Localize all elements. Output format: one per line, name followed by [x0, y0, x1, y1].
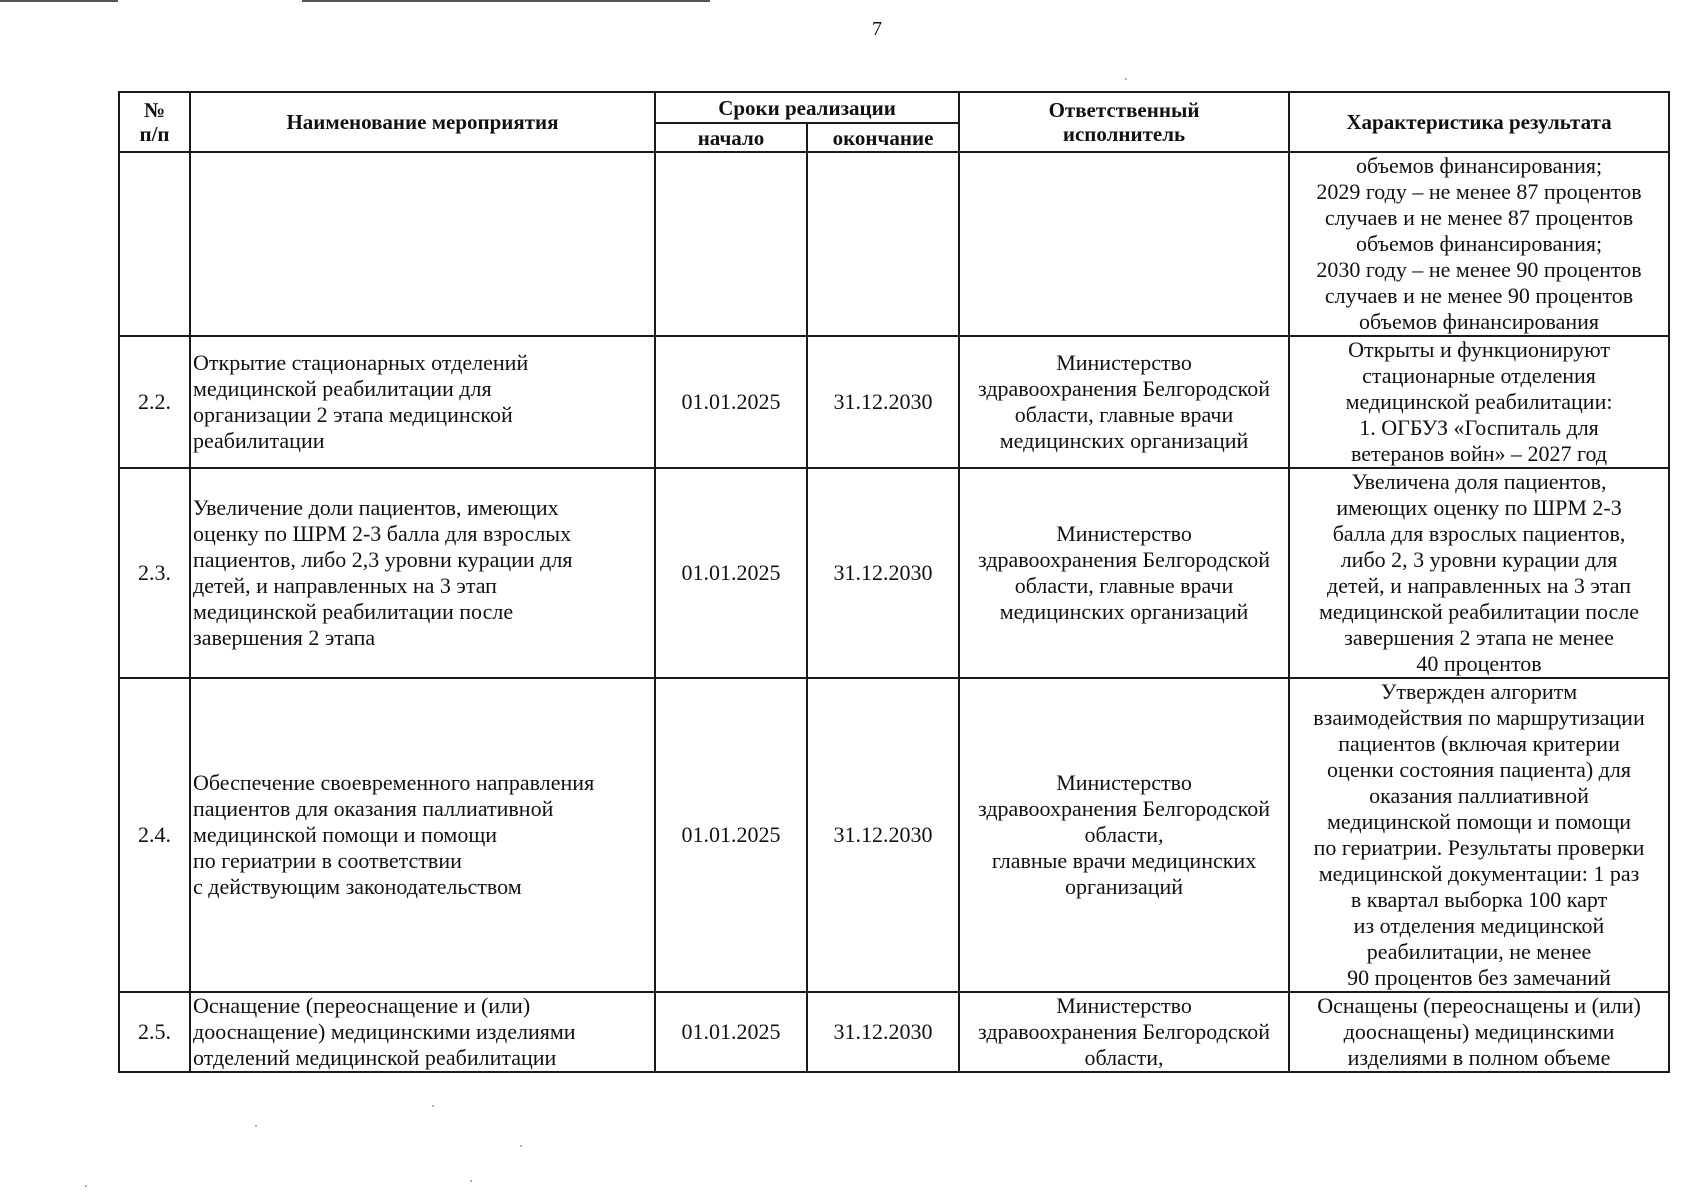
result-description	[1289, 992, 1669, 1072]
start-date: 01.01.2025	[655, 992, 807, 1072]
start-date	[655, 152, 807, 336]
activity-name-line: Обеспечение своевременного направления	[193, 770, 595, 795]
result-line: реабилитации, не менее	[1366, 939, 1592, 964]
result-line: Открыты и функционируют	[1348, 337, 1610, 362]
executor-line: области, главные врачи	[1014, 402, 1234, 427]
result-line: взаимодействия по маршрутизации	[1313, 705, 1645, 730]
activity-name-line: по гериатрии в соответствии	[193, 848, 462, 873]
result-line: детей, и направленных на 3 этап	[1327, 573, 1631, 598]
scan-speck	[1125, 78, 1127, 80]
header-activity-name: Наименование мероприятия	[190, 92, 655, 152]
scan-speck	[432, 1105, 434, 1107]
header-number: № п/п	[119, 92, 190, 152]
end-date: 31.12.2030	[807, 336, 959, 468]
executor-line: организаций	[1064, 874, 1184, 899]
result-line: объемов финансирования;	[1355, 153, 1603, 178]
result-line: Увеличена доля пациентов,	[1351, 469, 1607, 494]
activity-name-line: с действующим законодательством	[193, 874, 522, 899]
activity-name-line: Открытие стационарных отделений	[193, 350, 529, 375]
executor-line: области,	[1084, 822, 1164, 847]
result-line: пациентов (включая критерии	[1338, 731, 1620, 756]
result-line: в квартал выборка 100 карт	[1350, 887, 1608, 912]
end-date: 31.12.2030	[807, 468, 959, 678]
executor-line: здравоохранения Белгородской	[978, 376, 1270, 401]
executor-line: области,	[1084, 1045, 1164, 1070]
result-description	[1289, 468, 1669, 678]
executor-line: медицинских организаций	[999, 599, 1249, 624]
executor-line: Министерство	[1056, 350, 1192, 375]
result-line: Оснащены (переоснащены и (или)	[1317, 993, 1641, 1018]
executor-line: Министерство	[1056, 521, 1192, 546]
table-row	[119, 678, 1669, 992]
executor-line: медицинских организаций	[999, 428, 1249, 453]
header-terms: Сроки реализации	[655, 92, 959, 123]
executor	[959, 678, 1289, 992]
result-line: 1. ОГБУЗ «Госпиталь для	[1359, 415, 1599, 440]
executor-line: здравоохранения Белгородской	[978, 796, 1270, 821]
activity-name-line: медицинской реабилитации для	[193, 376, 492, 401]
scan-speck	[520, 1145, 522, 1147]
result-line: медицинской документации: 1 раз	[1318, 861, 1640, 886]
result-line: объемов финансирования;	[1355, 231, 1603, 256]
header-executor: Ответственный исполнитель	[959, 92, 1289, 152]
activity-name	[190, 992, 655, 1072]
activity-name	[190, 468, 655, 678]
executor-line: здравоохранения Белгородской	[978, 547, 1270, 572]
executor-line: здравоохранения Белгородской	[978, 1019, 1270, 1044]
executor	[959, 152, 1289, 336]
table-row	[119, 468, 1669, 678]
result-line: 2029 году – не менее 87 процентов	[1316, 179, 1642, 204]
activity-name-line: пациентов для оказания паллиативной	[193, 796, 554, 821]
activity-name-line: организации 2 этапа медицинской	[193, 402, 513, 427]
result-line: стационарные отделения	[1362, 363, 1596, 388]
activities-table	[118, 91, 1670, 1073]
row-number: 2.3.	[119, 468, 190, 678]
header-end: окончание	[807, 123, 959, 152]
activity-name-line: Увеличение доли пациентов, имеющих	[193, 495, 559, 520]
activity-name-line: реабилитации	[193, 428, 325, 453]
result-line: по гериатрии. Результаты проверки	[1313, 835, 1645, 860]
executor-line: Министерство	[1056, 993, 1192, 1018]
row-number	[119, 152, 190, 336]
result-line: оказания паллиативной	[1369, 783, 1589, 808]
scan-edge-line	[0, 0, 118, 2]
scan-speck	[255, 1125, 257, 1127]
activity-name-line: медицинской помощи и помощи	[193, 822, 498, 847]
executor	[959, 336, 1289, 468]
activity-name-line: пациентов, либо 2,3 уровни курации для	[193, 547, 573, 572]
activity-name-line: Оснащение (переоснащение и (или)	[193, 993, 531, 1018]
table-row	[119, 152, 1669, 336]
activity-name-line: детей, и направленных на 3 этап	[193, 573, 497, 598]
result-line: дооснащены) медицинскими	[1343, 1019, 1615, 1044]
result-line: медицинской помощи и помощи	[1326, 809, 1632, 834]
result-line: медицинской реабилитации после	[1318, 599, 1640, 624]
result-line: 90 процентов без замечаний	[1347, 965, 1611, 990]
result-line: из отделения медицинской	[1353, 913, 1605, 938]
scan-speck	[470, 1180, 472, 1182]
activity-name-line: завершения 2 этапа	[193, 625, 376, 650]
end-date: 31.12.2030	[807, 992, 959, 1072]
activity-name-line: дооснащение) медицинскими изделиями	[193, 1019, 576, 1044]
scan-speck	[85, 1185, 87, 1187]
table-row	[119, 336, 1669, 468]
activity-name	[190, 336, 655, 468]
table-row	[119, 992, 1669, 1072]
result-line: 40 процентов	[1416, 651, 1542, 676]
result-description	[1289, 336, 1669, 468]
result-line: балла для взрослых пациентов,	[1332, 521, 1626, 546]
activity-name	[190, 678, 655, 992]
executor	[959, 992, 1289, 1072]
end-date: 31.12.2030	[807, 678, 959, 992]
executor-line: Министерство	[1056, 770, 1192, 795]
page-number: 7	[872, 18, 882, 40]
header-result: Характеристика результата	[1289, 92, 1669, 152]
start-date: 01.01.2025	[655, 336, 807, 468]
result-line: либо 2, 3 уровни курации для	[1340, 547, 1618, 572]
result-line: завершения 2 этапа не менее	[1344, 625, 1614, 650]
result-line: изделиями в полном объеме	[1347, 1045, 1611, 1070]
result-line: случаев и не менее 90 процентов	[1324, 283, 1634, 308]
table-body	[119, 152, 1669, 1072]
row-number: 2.4.	[119, 678, 190, 992]
start-date: 01.01.2025	[655, 678, 807, 992]
row-number: 2.2.	[119, 336, 190, 468]
row-number: 2.5.	[119, 992, 190, 1072]
result-description	[1289, 678, 1669, 992]
result-line: Утвержден алгоритм	[1380, 679, 1578, 704]
executor-line: главные врачи медицинских	[991, 848, 1257, 873]
result-description	[1289, 152, 1669, 336]
end-date	[807, 152, 959, 336]
result-line: медицинской реабилитации:	[1345, 389, 1613, 414]
result-line: случаев и не менее 87 процентов	[1324, 205, 1634, 230]
result-line: имеющих оценку по ШРМ 2-3	[1336, 495, 1622, 520]
activity-name-line: отделений медицинской реабилитации	[193, 1045, 557, 1070]
result-line: объемов финансирования	[1359, 309, 1600, 334]
activity-name-line: медицинской реабилитации после	[193, 599, 514, 624]
start-date: 01.01.2025	[655, 468, 807, 678]
header-start: начало	[655, 123, 807, 152]
table-header	[119, 92, 1669, 152]
executor-line: области, главные врачи	[1014, 573, 1234, 598]
activity-name	[190, 152, 655, 336]
scan-edge-line	[302, 0, 710, 2]
result-line: ветеранов войн» – 2027 год	[1350, 441, 1608, 466]
executor	[959, 468, 1289, 678]
result-line: 2030 году – не менее 90 процентов	[1316, 257, 1642, 282]
activity-name-line: оценку по ШРМ 2-3 балла для взрослых	[193, 521, 572, 546]
result-line: оценки состояния пациента) для	[1327, 757, 1631, 782]
